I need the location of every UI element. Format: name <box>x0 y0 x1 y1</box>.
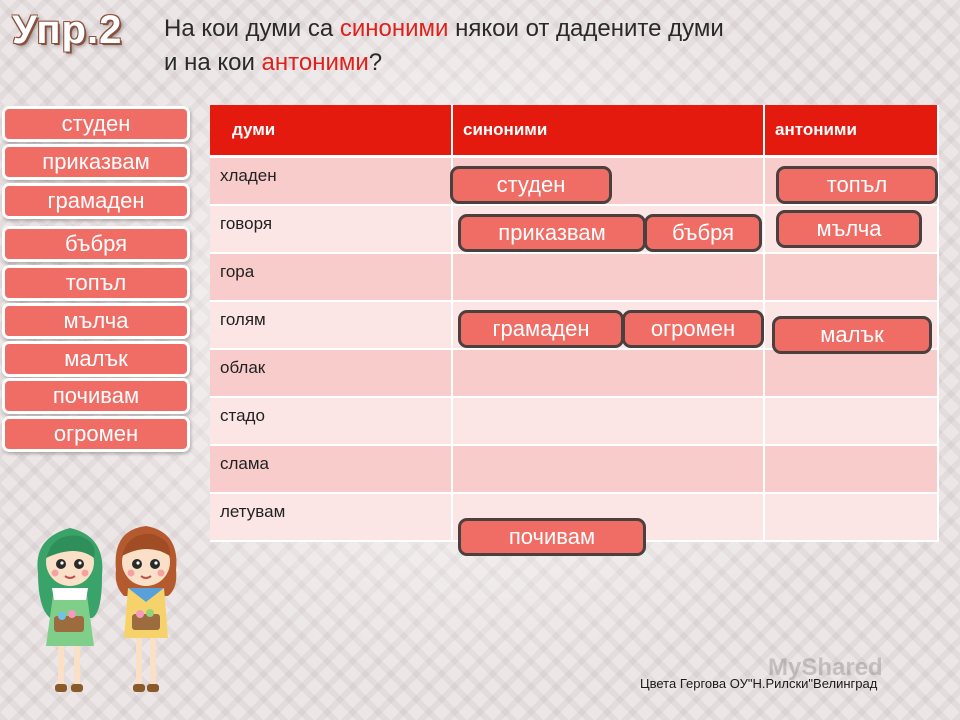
antonym-cell[interactable] <box>764 397 938 445</box>
placed-synonym-chip[interactable]: почивам <box>458 518 646 556</box>
question-part4: ? <box>368 49 383 76</box>
header-antonyms: антоними <box>764 105 938 157</box>
antonym-cell[interactable] <box>764 253 938 301</box>
placed-synonym-chip[interactable]: приказвам <box>458 214 646 252</box>
header-synonyms: синоними <box>452 105 764 157</box>
girl-green-hair-icon <box>37 528 102 692</box>
synonym-cell[interactable] <box>452 445 764 493</box>
antonym-cell[interactable] <box>764 349 938 397</box>
word-bank-item[interactable]: грамаден <box>2 183 190 219</box>
table-row-word: слама <box>210 445 452 493</box>
table-row-word: стадо <box>210 397 452 445</box>
question-text <box>164 12 954 80</box>
word-bank-item[interactable]: огромен <box>2 416 190 452</box>
table-row-word: гора <box>210 253 452 301</box>
word-bank-item[interactable]: малък <box>2 341 190 377</box>
table-row-word: говоря <box>210 205 452 253</box>
placed-synonym-chip[interactable]: студен <box>450 166 612 204</box>
placed-synonym-chip[interactable]: огромен <box>622 310 764 348</box>
word-bank-item[interactable]: почивам <box>2 378 190 414</box>
placed-antonym-chip[interactable]: мълча <box>776 210 922 248</box>
word-bank-item[interactable]: приказвам <box>2 144 190 180</box>
watermark: MyShared <box>768 654 883 681</box>
antonym-cell[interactable] <box>764 493 938 541</box>
word-bank-item[interactable]: бъбря <box>2 226 190 262</box>
table-row-word: летувам <box>210 493 452 541</box>
synonym-cell[interactable] <box>452 349 764 397</box>
question-part2: някои от дадените думи <box>448 15 724 42</box>
synonym-cell[interactable] <box>452 397 764 445</box>
girl-brown-hair-icon <box>116 526 177 692</box>
placed-synonym-chip[interactable]: грамаден <box>458 310 624 348</box>
word-bank-item[interactable]: топъл <box>2 265 190 301</box>
exercise-title: Упр.2 <box>12 8 123 52</box>
question-part1: На кои думи са <box>164 15 340 42</box>
synonym-cell[interactable] <box>452 253 764 301</box>
author-credit: Цвета Гергова ОУ"Н.Рилски"Велинград <box>640 676 878 691</box>
table-row-word: облак <box>210 349 452 397</box>
placed-antonym-chip[interactable]: топъл <box>776 166 938 204</box>
table-row-word: голям <box>210 301 452 349</box>
girls-illustration <box>28 518 188 708</box>
placed-antonym-chip[interactable]: малък <box>772 316 932 354</box>
question-part3: и на кои <box>164 49 262 76</box>
antonym-cell[interactable] <box>764 445 938 493</box>
table-row-word: хладен <box>210 157 452 205</box>
question-synonyms-word: синоними <box>339 15 449 42</box>
word-bank-item[interactable]: студен <box>2 106 190 142</box>
question-antonyms-word: антоними <box>261 49 369 76</box>
header-words: думи <box>210 105 452 157</box>
placed-synonym-chip[interactable]: бъбря <box>644 214 762 252</box>
word-bank-item[interactable]: мълча <box>2 303 190 339</box>
